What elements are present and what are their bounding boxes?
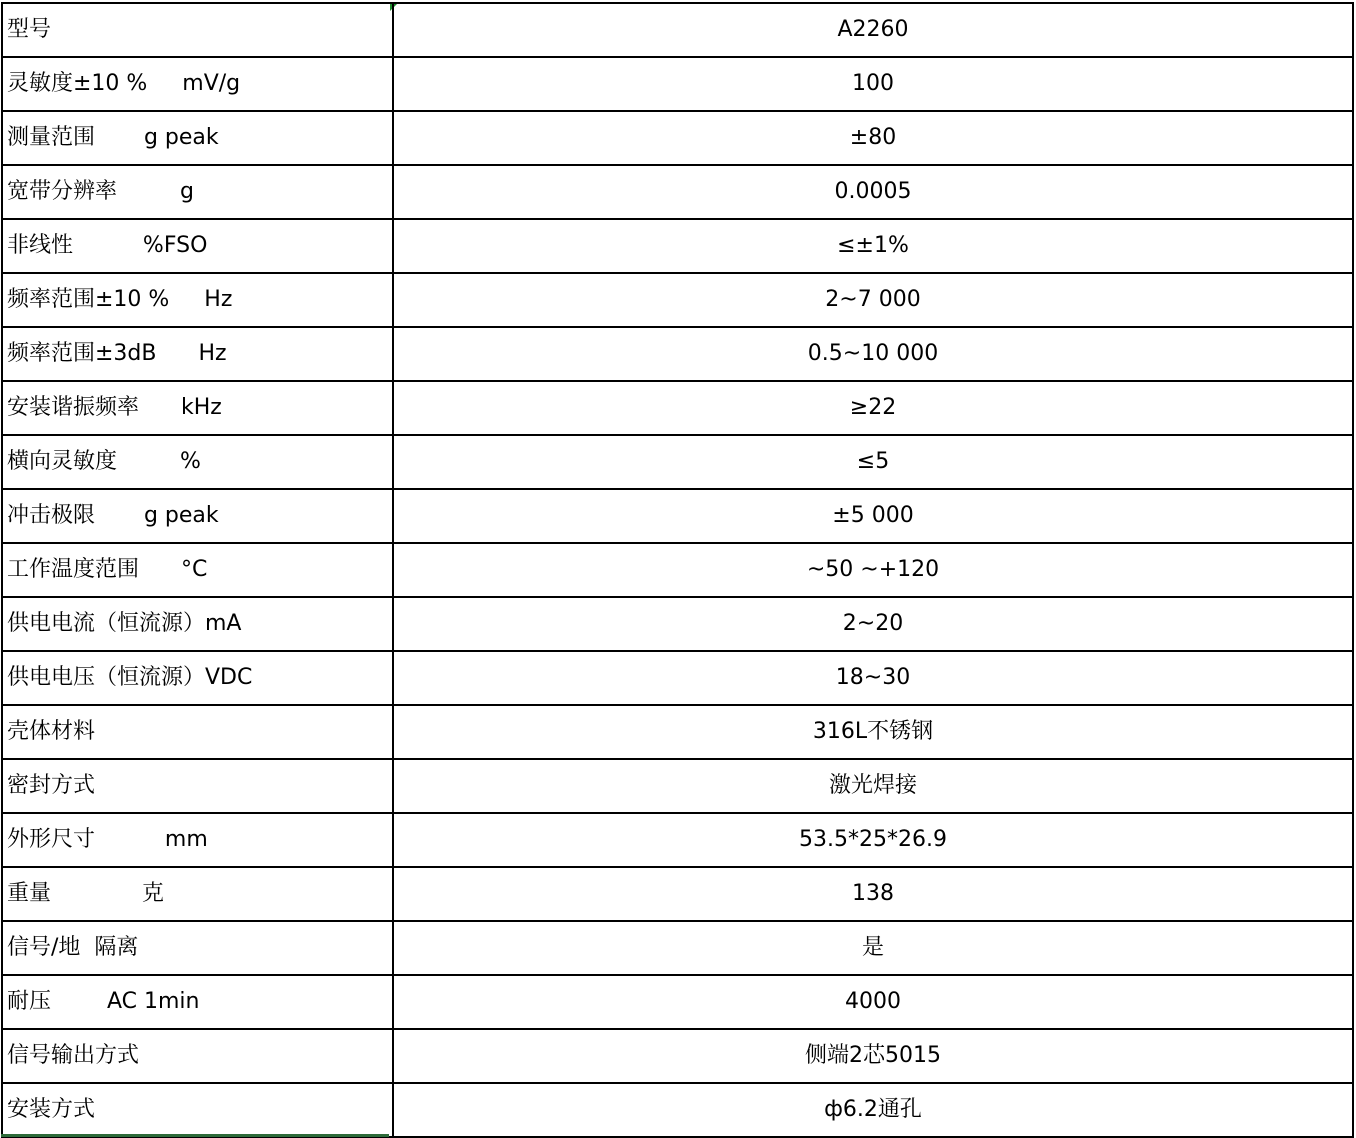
spec-label[interactable]: 测量范围 g peak xyxy=(2,111,393,165)
spec-value[interactable]: 激光焊接 xyxy=(393,759,1353,813)
table-row xyxy=(2,435,1353,489)
spec-value[interactable]: 18~30 xyxy=(393,651,1353,705)
spec-label[interactable]: 宽带分辨率 g xyxy=(2,165,393,219)
table-row xyxy=(2,381,1353,435)
spec-value[interactable]: 0.5~10 000 xyxy=(393,327,1353,381)
table-row xyxy=(2,651,1353,705)
spec-value[interactable]: 316L不锈钢 xyxy=(393,705,1353,759)
spec-value[interactable]: ≤±1% xyxy=(393,219,1353,273)
spec-label[interactable]: 安装方式 xyxy=(2,1083,393,1137)
table-row xyxy=(2,759,1353,813)
table-row xyxy=(2,1083,1353,1137)
spec-label[interactable]: 外形尺寸 mm xyxy=(2,813,393,867)
table-row xyxy=(2,705,1353,759)
spec-value[interactable]: ф6.2通孔 xyxy=(393,1083,1353,1137)
table-row xyxy=(2,489,1353,543)
spec-value[interactable]: 138 xyxy=(393,867,1353,921)
spec-value[interactable]: 侧端2芯5015 xyxy=(393,1029,1353,1083)
spec-label[interactable]: 灵敏度±10 % mV/g xyxy=(2,57,393,111)
spec-label[interactable]: 壳体材料 xyxy=(2,705,393,759)
spec-label[interactable]: 工作温度范围 °C xyxy=(2,543,393,597)
table-row xyxy=(2,867,1353,921)
table-row xyxy=(2,543,1353,597)
spec-label[interactable]: 供电电流（恒流源）mA xyxy=(2,597,393,651)
spec-value[interactable]: ±5 000 xyxy=(393,489,1353,543)
spec-value[interactable]: ≥22 xyxy=(393,381,1353,435)
spec-label[interactable]: 密封方式 xyxy=(2,759,393,813)
table-row xyxy=(2,57,1353,111)
table-row xyxy=(2,813,1353,867)
spec-label[interactable]: 频率范围±10 % Hz xyxy=(2,273,393,327)
spec-value[interactable]: 4000 xyxy=(393,975,1353,1029)
spec-value[interactable]: ~50 ~+120 xyxy=(393,543,1353,597)
spec-value[interactable]: 0.0005 xyxy=(393,165,1353,219)
spec-label[interactable]: 非线性 %FSO xyxy=(2,219,393,273)
spec-label[interactable]: 横向灵敏度 % xyxy=(2,435,393,489)
spec-label[interactable]: 冲击极限 g peak xyxy=(2,489,393,543)
table-row xyxy=(2,597,1353,651)
table-row xyxy=(2,273,1353,327)
table-row xyxy=(2,165,1353,219)
spec-table xyxy=(1,2,1354,1138)
table-row xyxy=(2,327,1353,381)
spec-label[interactable]: 重量 克 xyxy=(2,867,393,921)
spec-value[interactable]: 100 xyxy=(393,57,1353,111)
table-row xyxy=(2,219,1353,273)
spec-label[interactable]: 供电电压（恒流源）VDC xyxy=(2,651,393,705)
spec-value[interactable]: ≤5 xyxy=(393,435,1353,489)
spec-value[interactable]: 2~20 xyxy=(393,597,1353,651)
spec-value[interactable]: 是 xyxy=(393,921,1353,975)
spec-value[interactable]: 2~7 000 xyxy=(393,273,1353,327)
spec-label[interactable]: 信号输出方式 xyxy=(2,1029,393,1083)
spec-value[interactable]: ±80 xyxy=(393,111,1353,165)
spec-label[interactable]: 信号/地 隔离 xyxy=(2,921,393,975)
spec-label[interactable]: 安装谐振频率 kHz xyxy=(2,381,393,435)
spec-label[interactable]: 型号 xyxy=(2,3,393,57)
table-row xyxy=(2,1029,1353,1083)
selection-edge xyxy=(1,1134,389,1137)
spec-label[interactable]: 频率范围±3dB Hz xyxy=(2,327,393,381)
spec-value[interactable]: 53.5*25*26.9 xyxy=(393,813,1353,867)
spec-value[interactable]: A2260 xyxy=(393,3,1353,57)
table-row xyxy=(2,921,1353,975)
table-row xyxy=(2,111,1353,165)
table-row xyxy=(2,975,1353,1029)
spec-label[interactable]: 耐压 AC 1min xyxy=(2,975,393,1029)
table-row xyxy=(2,3,1353,57)
